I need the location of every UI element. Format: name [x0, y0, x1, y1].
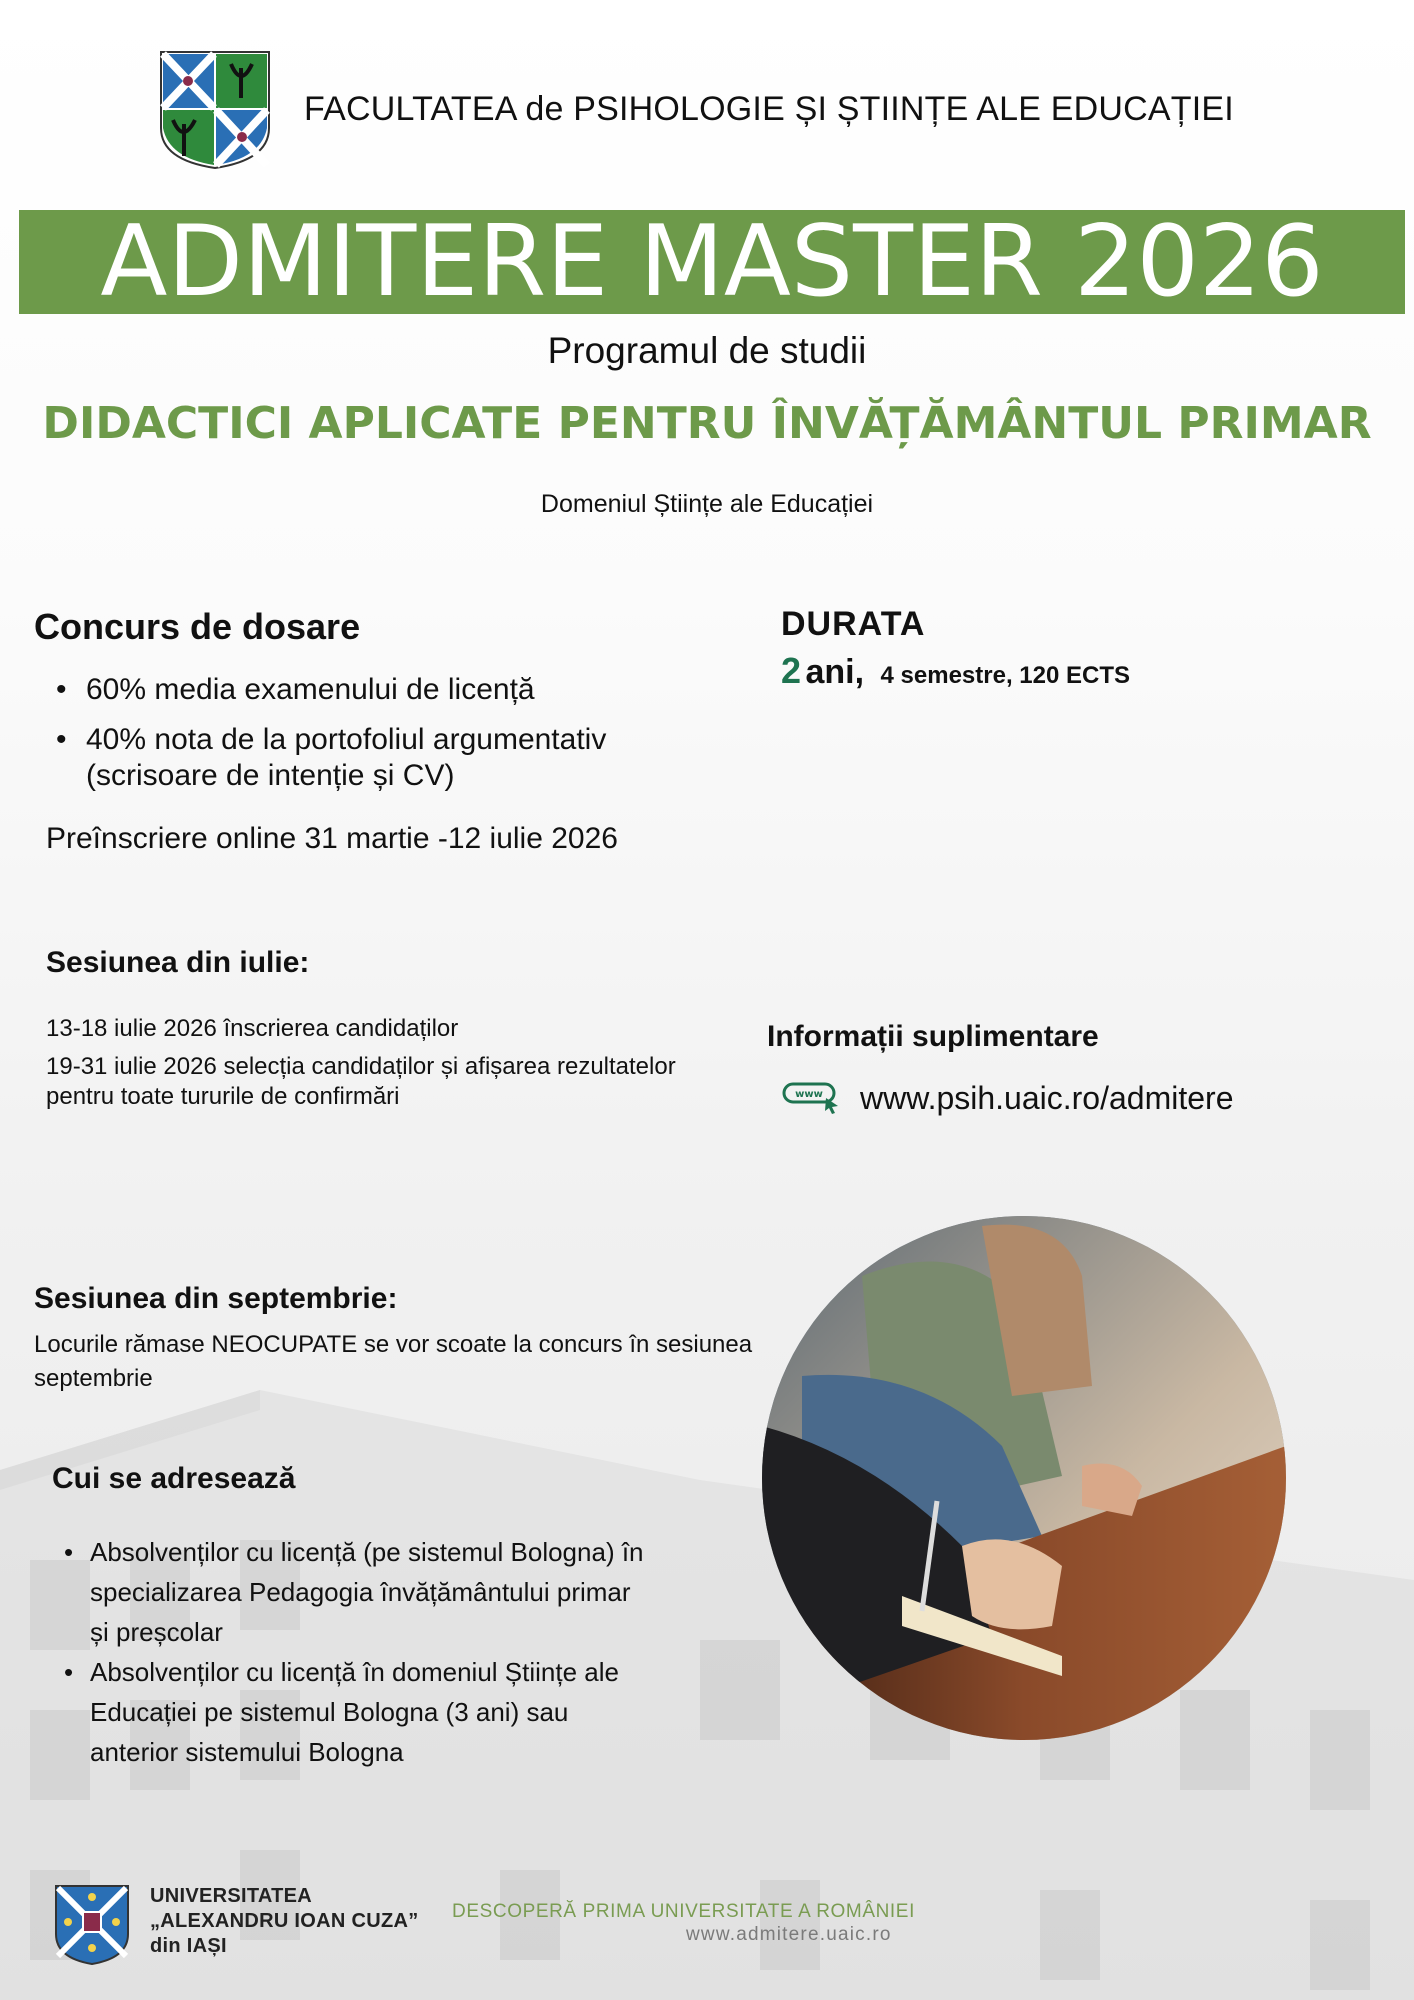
footer-slogan: DESCOPERĂ PRIMA UNIVERSITATE A ROMÂNIEI: [452, 1901, 915, 1922]
university-name: [150, 1884, 419, 1959]
program-name: DIDACTICI APLICATE PENTRU ÎNVĂȚĂMÂNTUL PRIMAR: [42, 398, 1372, 449]
university-name-line: din IAȘI: [150, 1935, 227, 1957]
july-session-heading: Sesiunea din iulie:: [46, 946, 310, 979]
audience-item: • Absolvenților cu licență (pe sistemul Bologna) în specializarea Pedagogia învățământului primar și preșcolar: [64, 1532, 644, 1652]
banner-title: ADMITERE MASTER 2026: [100, 205, 1324, 319]
audience-item: • Absolvenților cu licență în domeniul Științe ale Educației pe sistemul Bologna (3 ani) sau anterior sistemului Bologna: [64, 1652, 644, 1772]
university-name-line: UNIVERSITATEA: [150, 1885, 313, 1907]
duration-value: [781, 650, 1130, 692]
program-label: Programul de studii: [547, 330, 867, 371]
www-icon: [782, 1080, 840, 1114]
students-photo: [762, 1216, 1286, 1740]
contest-heading: Concurs de dosare: [34, 606, 361, 647]
july-session-items: [46, 1014, 686, 1120]
audience-heading: Cui se adresează: [52, 1462, 296, 1495]
duration-unit: ani,: [805, 653, 865, 691]
university-name-line: „ALEXANDRU IOAN CUZA”: [150, 1910, 419, 1932]
university-crest-logo: [52, 1882, 132, 1966]
july-session-item: 19-31 iulie 2026 selecția candidaților și afișarea rezultatelor pentru toate tururile de confirmări: [46, 1053, 676, 1110]
duration-heading: DURATA: [781, 605, 926, 643]
criteria-item: • 40% nota de la portofoliul argumentativ (scrisoare de intenție și CV): [56, 722, 736, 794]
title-banner: [19, 205, 1405, 319]
duration-number: 2: [781, 650, 802, 691]
faculty-crest-logo: [157, 48, 273, 170]
info-url-link[interactable]: www.psih.uaic.ro/admitere: [860, 1080, 1234, 1116]
info-heading: Informații suplimentare: [767, 1020, 1099, 1053]
domain-label: Domeniul Științe ale Educației: [540, 490, 874, 518]
preregistration-period: Preînscriere online 31 martie -12 iulie 2026: [46, 822, 618, 855]
faculty-name: FACULTATEA de PSIHOLOGIE ȘI ȘTIINȚE ALE EDUCAȚIEI: [304, 90, 1234, 128]
july-session-item: 13-18 iulie 2026 înscrierea candidaților: [46, 1015, 459, 1042]
september-session-text: Locurile rămase NEOCUPATE se vor scoate la concurs în sesiunea septembrie: [34, 1331, 753, 1392]
criteria-list: [56, 672, 736, 808]
audience-list: [64, 1532, 644, 1772]
svg-text:www: www: [795, 1089, 823, 1100]
criteria-item: • 60% media examenului de licență: [56, 672, 736, 708]
duration-detail: 4 semestre, 120 ECTS: [880, 662, 1130, 689]
footer-site-link[interactable]: www.admitere.uaic.ro: [686, 1924, 892, 1945]
september-session-heading: Sesiunea din septembrie:: [34, 1282, 398, 1315]
